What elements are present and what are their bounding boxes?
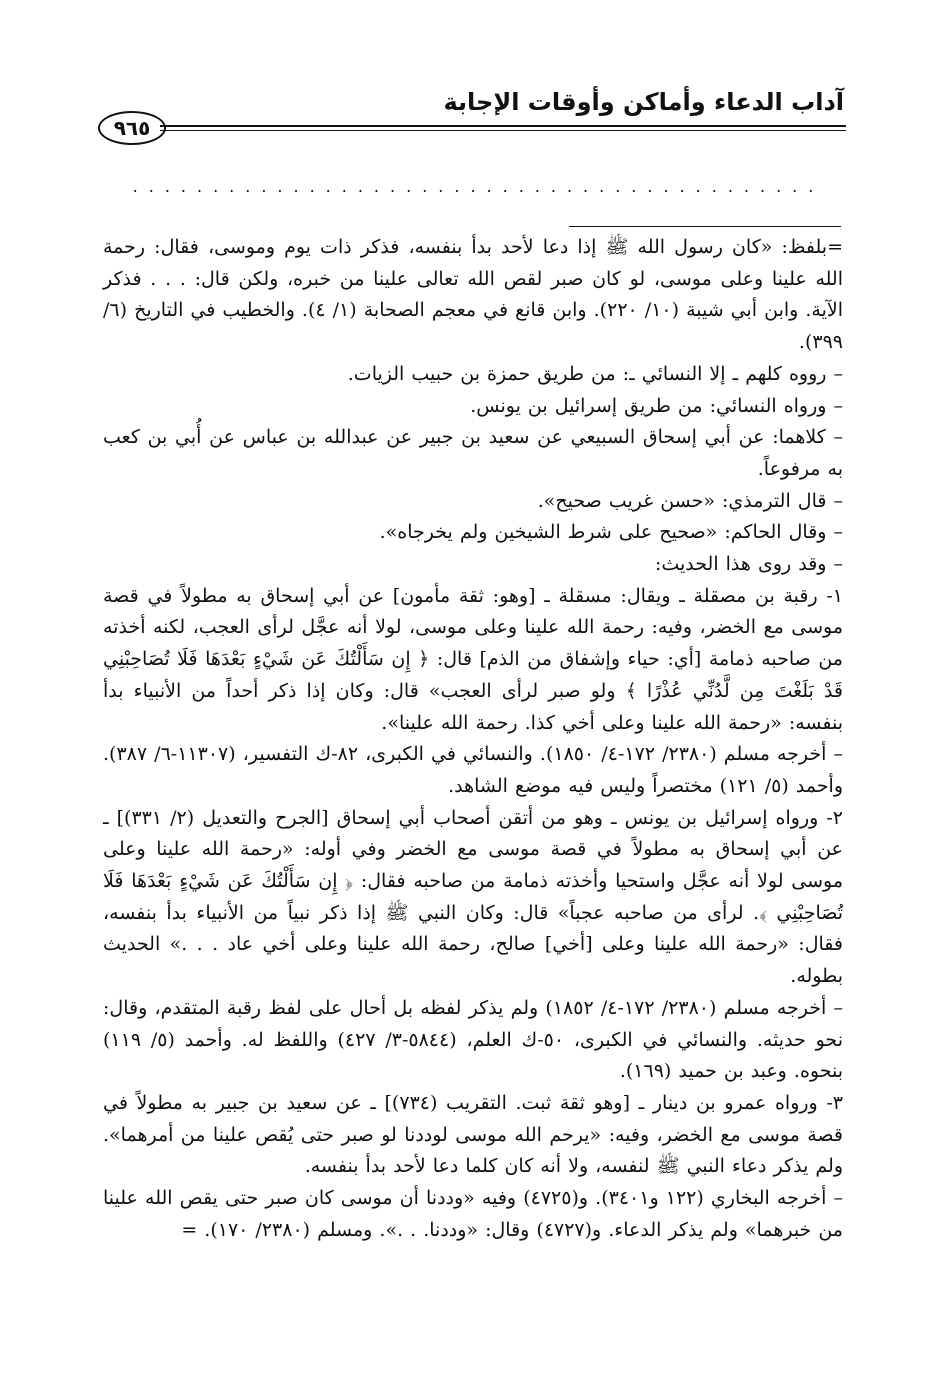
paragraph-hakim-grade: – وقال الحاكم: «صحيح على شرط الشيخين ولم يخرجاه». — [379, 521, 843, 544]
paragraph-israil-narration: ٢- ورواه إسرائيل بن يونس ـ وهو من أتقن أصحاب أبي إسحاق [الجرح والتعديل (٢/ ٣٣١)] ـ عن أبي إسحاق به مطولاً في قصة موسى مع الخضر وفي أوله: «رحمة الله علينا وعلى موسى لولا أنه عجَّل واستحيا وأخذته ذمامة من صاحبه فقال: ﴿ إِن سَأَلْتُكَ عَن شَيْءٍ بَعْدَهَا فَلَا تُصَاحِبْنِي ﴾. لرأى من صاحبه عجباً» قال: وكان النبي ﷺ إذا ذكر نبياً من الأنبياء بدأ بنفسه، فقال: «رحمة الله علينا وعلى [أخي] صالح، رحمة الله علينا وعلى أخي عاد . . .» الحديث بطوله. — [103, 806, 843, 988]
paragraph-israil-sources: – أخرجه مسلم (٢٣٨٠/ ١٧٢-٤/ ١٨٥٢) ولم يذكر لفظه بل أحال على لفظ رقبة المتقدم، وقال: نحو حديثه. والنسائي في الكبرى، ٥٠-ك العلم، (٥٨٤٤-٣/ ٤٢٧) واللفظ له. وأحمد (٥/ ١١٩) بنحوه. وعبد بن حميد (١٦٩). — [103, 996, 843, 1083]
footnote-rule — [569, 226, 841, 227]
paragraph-raqaba-narration: ١- رقبة بن مصقلة ـ ويقال: مسقلة ـ [وهو: ثقة مأمون] عن أبي إسحاق به مطولاً في قصة موسى مع الخضر، وفيه: رحمة الله علينا وعلى موسى، لولا أنه عجَّل لرأى العجب، لكنه أخذته من صاحبه ذمامة [أي: حياء وإشفاق من الذم] قال: ﴿ إِن سَأَلْتُكَ عَن شَيْءٍ بَعْدَهَا فَلَا تُصَاحِبْنِي قَدْ بَلَغْتَ مِن لَّدُنِّي عُذْرًا ﴾ ولو صبر لرأى العجب» قال: وكان إذا ذكر أحداً من الأنبياء بدأ بنفسه: «رحمة الله علينا وعلى أخي كذا. رحمة الله علينا». — [103, 584, 843, 734]
paragraph-citation-intro: =بلفظ: «كان رسول الله ﷺ إذا دعا لأحد بدأ بنفسه، فذكر ذات يوم وموسى، فقال: رحمة الله علينا وعلى موسى، لو كان صبر لقص الله تعالى علينا من خبره، ولكن قال: . . . فذكر الآية. وابن أبي شيبة (١٠/ ٢٢٠). وابن قانع في معجم الصحابة (١/ ٤). والخطيب في التاريخ (٦/ ٣٩٩). — [103, 236, 843, 354]
footnote-body — [103, 232, 843, 1247]
header-rule-thin — [160, 130, 846, 131]
paragraph-narrators-israil: – ورواه النسائي: من طريق إسرائيل بن يونس. — [470, 394, 843, 417]
paragraph-tirmidhi-grade: – قال الترمذي: «حسن غريب صحيح». — [537, 489, 843, 512]
paragraph-isnad-chain: – كلاهما: عن أبي إسحاق السبيعي عن سعيد بن جبير عن عبدالله بن عباس عن أُبي بن كعب به مرفوعاً. — [103, 426, 843, 480]
page-number-badge: ٩٦٥ — [98, 111, 166, 145]
dotted-separator: ........................................... — [132, 180, 825, 194]
header-rule — [160, 125, 846, 127]
running-header-title: آداب الدعاء وأماكن وأوقات الإجابة — [443, 88, 844, 116]
paragraph-amr-narration: ٣- ورواه عمرو بن دينار ـ [وهو ثقة ثبت. التقريب (٧٣٤)] ـ عن سعيد بن جبير به مطولاً في قصة موسى مع الخضر، وفيه: «يرحم الله موسى لوددنا لو صبر حتى يُقص علينا من أمرهما». ولم يذكر دعاء النبي ﷺ لنفسه، ولا أنه كان كلما دعا لأحد بدأ بنفسه. — [103, 1091, 843, 1178]
paragraph-amr-sources: – أخرجه البخاري (١٢٢ و٣٤٠١). و(٤٧٢٥) وفيه «وددنا أن موسى كان صبر حتى يقص الله علينا من خبرهما» ولم يذكر الدعاء. و(٤٧٢٧) وقال: «وددنا. . .». ومسلم (٢٣٨٠/ ١٧٠). = — [103, 1187, 843, 1241]
paragraph-other-narrations-intro: – وقد روى هذا الحديث: — [654, 553, 843, 576]
paragraph-narrators-hamza: – رووه كلهم ـ إلا النسائي ـ: من طريق حمزة بن حبيب الزيات. — [347, 362, 843, 385]
paragraph-raqaba-sources: – أخرجه مسلم (٢٣٨٠/ ١٧٢-٤/ ١٨٥٠). والنسائي في الكبرى، ٨٢-ك التفسير، (١١٣٠٧-٦/ ٣٨٧). وأحمد (٥/ ١٢١) مختصراً وليس فيه موضع الشاهد. — [103, 743, 843, 797]
